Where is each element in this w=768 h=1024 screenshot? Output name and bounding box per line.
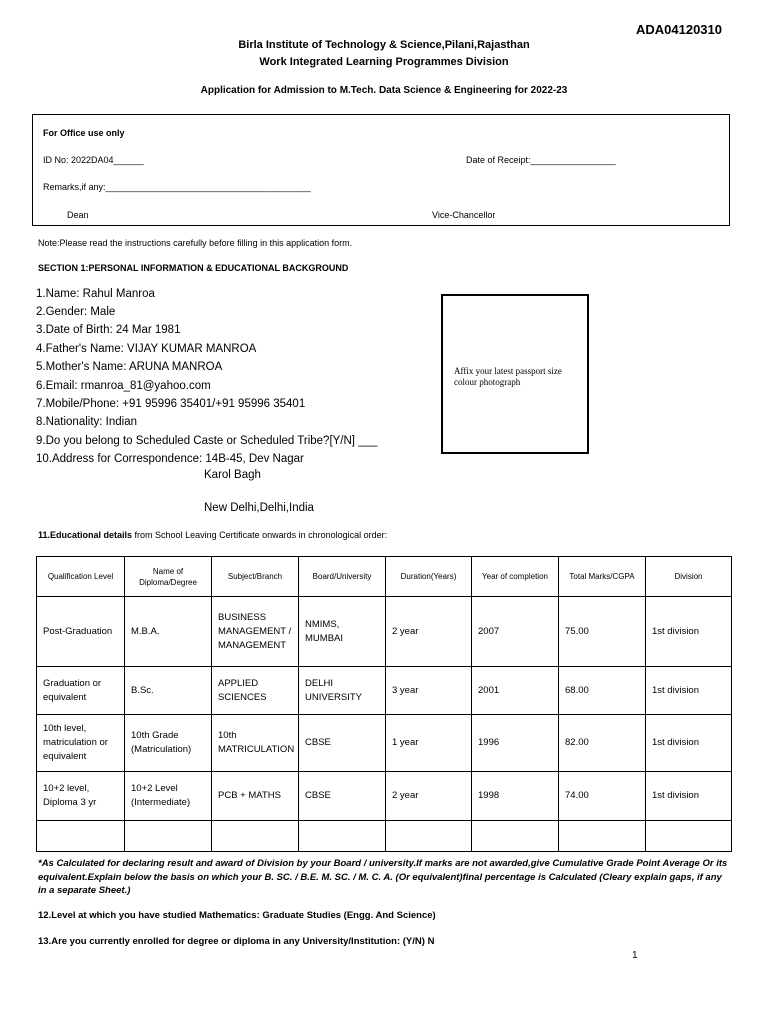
table-row-empty [37, 821, 732, 852]
table-cell: Graduation or equivalent [37, 667, 125, 715]
field-gender: 2.Gender: Male [36, 306, 116, 318]
education-table [36, 556, 732, 852]
table-cell: 74.00 [559, 772, 646, 821]
table-cell: Post-Graduation [37, 597, 125, 667]
document-code: ADA04120310 [635, 22, 722, 37]
table-row [37, 597, 732, 667]
table-cell [646, 821, 732, 852]
table-cell: 10+2 level, Diploma 3 yr [37, 772, 125, 821]
table-cell: CBSE [299, 715, 386, 772]
table-cell [472, 821, 559, 852]
field-address-line3: New Delhi,Delhi,India [204, 502, 314, 514]
table-cell: 2001 [472, 667, 559, 715]
table-header: Subject/Branch [212, 557, 299, 597]
application-title: Application for Admission to M.Tech. Data Science & Engineering for 2022-23 [200, 85, 568, 96]
table-cell: 82.00 [559, 715, 646, 772]
edu-heading-bold: 11.Educational details [38, 530, 133, 540]
table-row [37, 772, 732, 821]
table-cell: 10th MATRICULATION [212, 715, 299, 772]
table-cell: 1st division [646, 667, 732, 715]
field-nationality: 8.Nationality: Indian [36, 416, 138, 428]
field-address: 10.Address for Correspondence: 14B-45, Dev Nagar [36, 453, 304, 465]
institute-name: Birla Institute of Technology & Science,Pilani,Rajasthan [238, 39, 530, 51]
table-cell: APPLIED SCIENCES [212, 667, 299, 715]
office-use-box [32, 114, 730, 226]
edu-heading-rest: from School Leaving Certificate onwards in chronological order: [132, 530, 388, 540]
table-cell: 3 year [386, 667, 472, 715]
instructions-note: Note:Please read the instructions carefully before filling in this application form. [38, 238, 353, 248]
table-cell: PCB + MATHS [212, 772, 299, 821]
table-cell: BUSINESS MANAGEMENT / MANAGEMENT [212, 597, 299, 667]
table-cell [299, 821, 386, 852]
field-caste: 9.Do you belong to Scheduled Caste or Scheduled Tribe?[Y/N] ___ [36, 435, 378, 447]
table-cell: 1st division [646, 597, 732, 667]
field-dob: 3.Date of Birth: 24 Mar 1981 [36, 324, 181, 336]
table-cell: 1st division [646, 715, 732, 772]
table-cell: 1998 [472, 772, 559, 821]
office-dean: Dean [67, 210, 89, 220]
photo-placeholder [441, 294, 589, 454]
table-cell: 1 year [386, 715, 472, 772]
table-cell: 1996 [472, 715, 559, 772]
question-12: 12.Level at which you have studied Mathematics: Graduate Studies (Engg. And Science) [38, 910, 436, 921]
office-remarks: Remarks,if any:_________________________________________ [43, 182, 311, 192]
section1-title: SECTION 1:PERSONAL INFORMATION & EDUCATIONAL BACKGROUND [38, 263, 349, 273]
office-id-no: ID No: 2022DA04______ [43, 155, 144, 165]
field-address-line2: Karol Bagh [204, 469, 261, 481]
field-mother-name: 5.Mother's Name: ARUNA MANROA [36, 361, 223, 373]
table-cell: 1st division [646, 772, 732, 821]
table-header: Division [646, 557, 732, 597]
field-name: 1.Name: Rahul Manroa [36, 288, 155, 300]
table-header: Board/University [299, 557, 386, 597]
table-cell: 10th Grade (Matriculation) [125, 715, 212, 772]
table-cell: 68.00 [559, 667, 646, 715]
table-cell: 2 year [386, 597, 472, 667]
table-cell: 10+2 Level (Intermediate) [125, 772, 212, 821]
table-row [37, 715, 732, 772]
table-row [37, 667, 732, 715]
field-phone: 7.Mobile/Phone: +91 95996 35401/+91 95996 35401 [36, 398, 306, 410]
photo-instruction: Affix your latest passport size colour photograph [454, 366, 562, 387]
table-header: Duration(Years) [386, 557, 472, 597]
table-cell: CBSE [299, 772, 386, 821]
division-name: Work Integrated Learning Programmes Division [259, 56, 509, 68]
table-header: Qualification Level [37, 557, 125, 597]
office-use-title: For Office use only [43, 128, 125, 138]
table-cell [559, 821, 646, 852]
table-cell: 2 year [386, 772, 472, 821]
table-cell [125, 821, 212, 852]
edu-heading [38, 530, 387, 540]
marks-footnote: *As Calculated for declaring result and award of Division by your Board / university.If marks are not awarded,give Cumulative Grade Point Average Or its equivalent.Explain below the basis on which your B. SC. / B.E. M. SC. / M. C. A. (Or equivalent)final percentage is Calculated (Cleary explain gaps, if any in a separate Sheet.) [38, 858, 728, 896]
table-header: Year of completion [472, 557, 559, 597]
table-cell: DELHI UNIVERSITY [299, 667, 386, 715]
table-cell: 75.00 [559, 597, 646, 667]
table-cell [37, 821, 125, 852]
table-cell: NMIMS, MUMBAI [299, 597, 386, 667]
page-number: 1 [632, 950, 638, 961]
table-cell [212, 821, 299, 852]
office-vice-chancellor: Vice-Chancellor [432, 210, 496, 220]
table-cell [386, 821, 472, 852]
field-email: 6.Email: rmanroa_81@yahoo.com [36, 380, 211, 392]
question-13: 13.Are you currently enrolled for degree or diploma in any University/Institution: (Y/N) N [38, 936, 435, 947]
table-cell: B.Sc. [125, 667, 212, 715]
table-cell: M.B.A. [125, 597, 212, 667]
table-header-row [37, 557, 732, 597]
table-cell: 2007 [472, 597, 559, 667]
table-header: Total Marks/CGPA [559, 557, 646, 597]
table-cell: 10th level, matriculation or equivalent [37, 715, 125, 772]
table-header: Name of Diploma/Degree [125, 557, 212, 597]
field-father-name: 4.Father's Name: VIJAY KUMAR MANROA [36, 343, 257, 355]
office-date-of-receipt: Date of Receipt:_________________ [466, 155, 616, 165]
